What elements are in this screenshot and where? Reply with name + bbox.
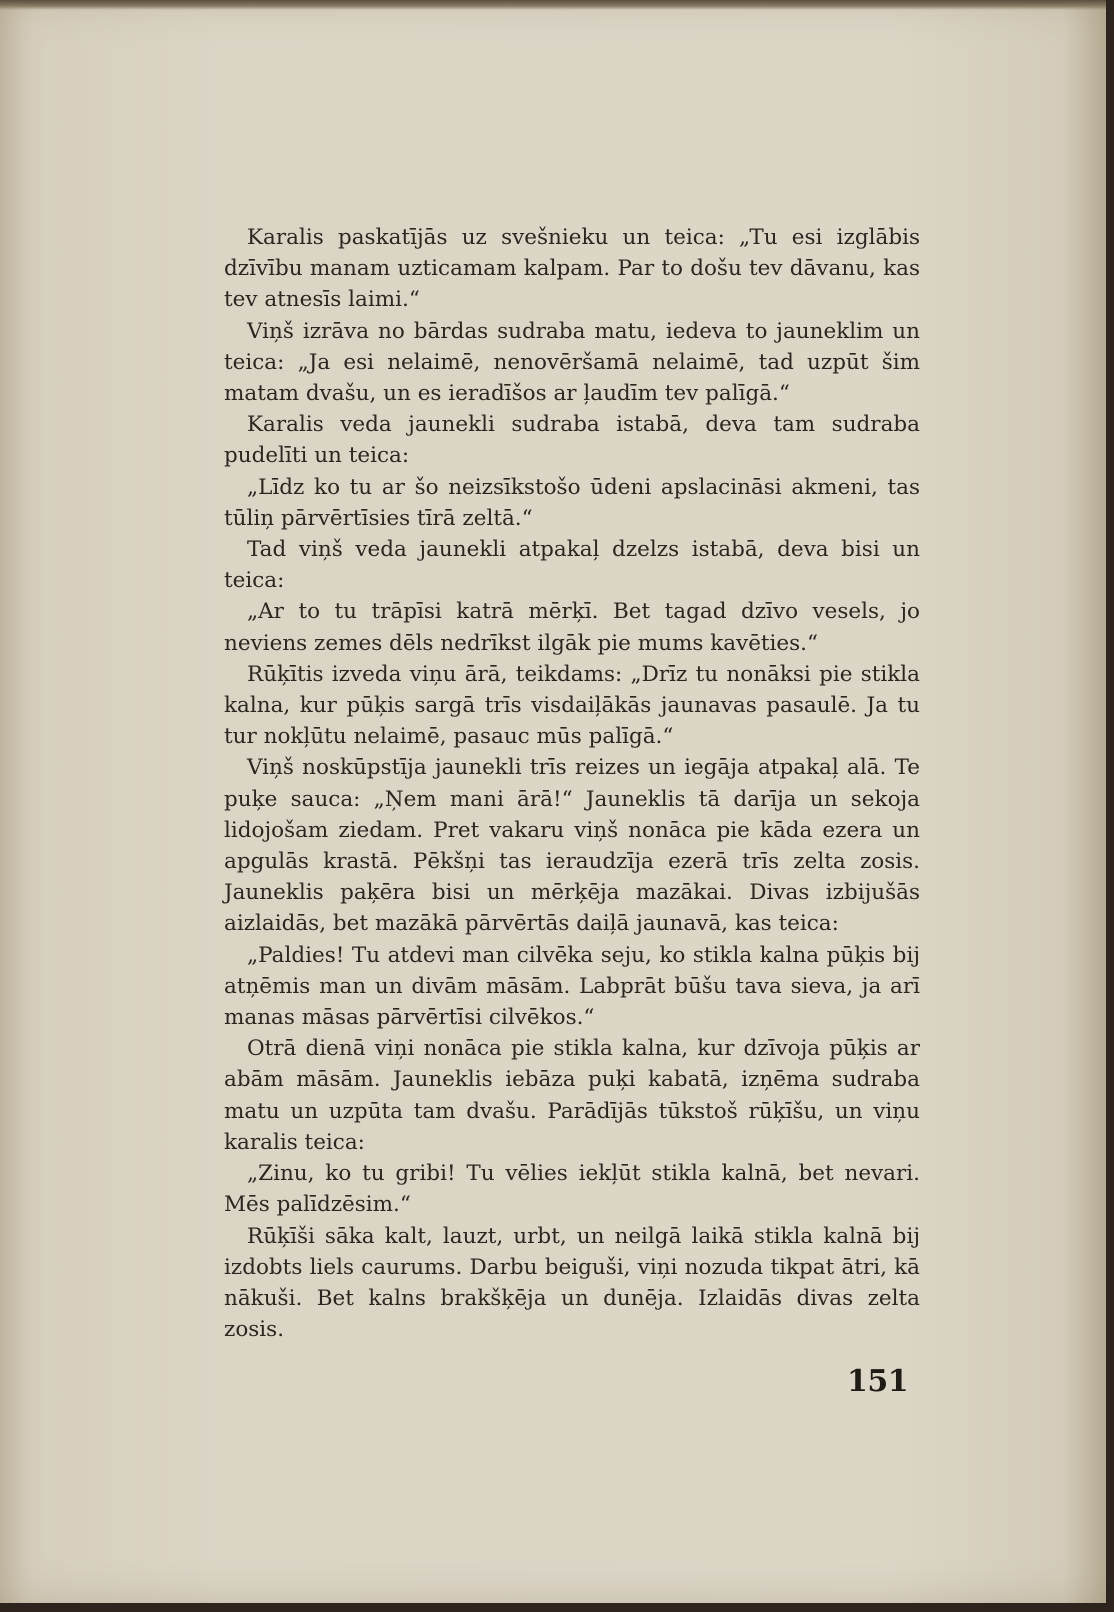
paragraph: Rūķīši sāka kalt, lauzt, urbt, un neilgā laikā stikla kalnā bij izdobts liels caurums. Darbu beiguši, viņi nozuda tikpat ātri, kā nākuši. Bet kalns brakšķēja un dunēja. Izlaidās divas zelta zosis. (224, 1223, 920, 1343)
body-text (224, 222, 920, 1345)
bottom-edge (0, 1603, 1114, 1612)
paragraph: „Ar to tu trāpīsi katrā mērķī. Bet tagad dzīvo vesels, jo neviens zemes dēls nedrīkst ilgāk pie mums kavēties.“ (224, 599, 920, 656)
paragraph: Karalis paskatījās uz svešnieku un teica: „Tu esi izglābis dzīvību manam uzticamam kalpam. Par to došu tev dāvanu, kas tev atnesīs laimi.“ (224, 225, 920, 313)
paragraph: Viņš noskūpstīja jaunekli trīs reizes un iegāja atpakaļ alā. Te puķe sauca: „Ņem mani ārā!“ Jauneklis tā darīja un sekoja lidojošam ziedam. Pret vakaru viņš nonāca pie kāda ezera un apgulās krastā. Pēkšņi tas ieraudzīja ezerā trīs zelta zosis. Jauneklis paķēra bisi un mērķēja mazākai. Divas izbijušās aizlaidās, bet mazākā pārvērtās daiļā jaunavā, kas teica: (224, 755, 920, 937)
paragraph: Karalis veda jaunekli sudraba istabā, deva tam sudraba pudelīti un teica: (224, 412, 920, 469)
paragraph: „Paldies! Tu atdevi man cilvēka seju, ko stikla kalna pūķis bij atņēmis man un divām māsām. Labprāt būšu tava sieva, ja arī manas māsas pārvērtīsi cilvēkos.“ (224, 942, 920, 1031)
right-edge (1106, 0, 1114, 1612)
paragraph: Rūķītis izveda viņu ārā, teikdams: „Drīz tu nonāksi pie stikla kalna, kur pūķis sargā trīs visdaiļākās jaunavas pasaulē. Ja tu tur nokļūtu nelaimē, pasauc mūs palīgā.“ (224, 661, 920, 750)
page-number: 151 (847, 1364, 909, 1399)
paragraph: „Zinu, ko tu gribi! Tu vēlies iekļūt stikla kalnā, bet nevari. Mēs palīdzēsim.“ (224, 1161, 920, 1218)
paragraph: „Līdz ko tu ar šo neizsīkstošo ūdeni apslacināsi akmeni, tas tūliņ pārvērtīsies tīrā zeltā.“ (224, 474, 920, 531)
paragraph: Otrā dienā viņi nonāca pie stikla kalna, kur dzīvoja pūķis ar abām māsām. Jauneklis iebāza puķi kabatā, izņēma sudraba matu un uzpūta tam dvašu. Parādījās tūkstoš rūķīšu, un viņu karalis teica: (224, 1036, 920, 1155)
paragraph: Viņš izrāva no bārdas sudraba matu, iedeva to jauneklim un teica: „Ja esi nelaimē, nenovēršamā nelaimē, tad uzpūt šim matam dvašu, un es ieradīšos ar ļaudīm tev palīgā.“ (224, 318, 920, 407)
top-edge (0, 0, 1114, 10)
paragraph: Tad viņš veda jaunekli atpakaļ dzelzs istabā, deva bisi un teica: (224, 537, 920, 594)
